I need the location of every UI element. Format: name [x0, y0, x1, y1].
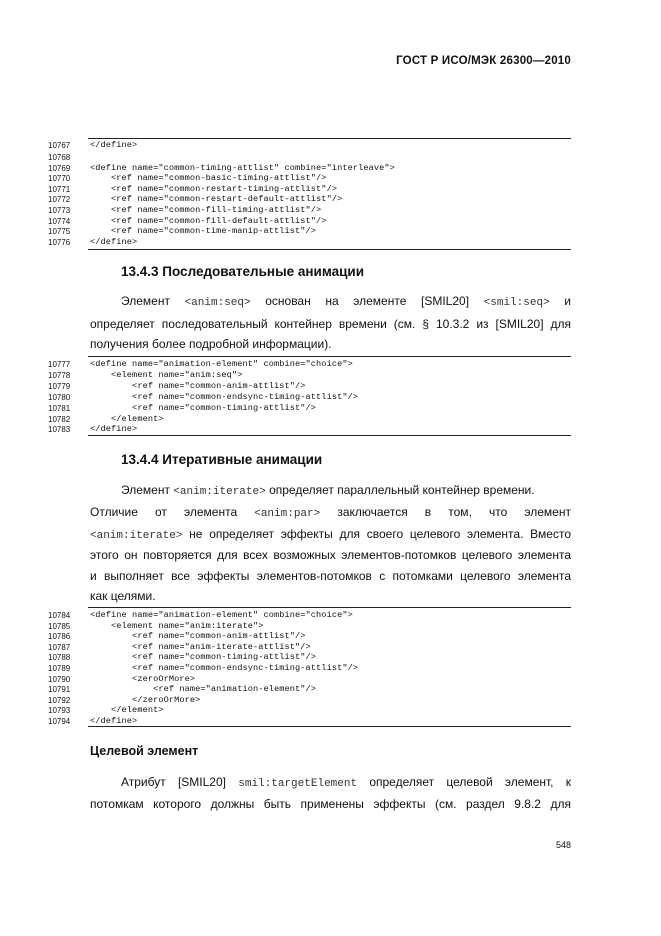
line-number: 10776 [48, 237, 71, 247]
code-text: <ref name="common-fill-default-attlist"/> [90, 215, 327, 226]
line-number: 10794 [48, 717, 71, 726]
code-text: <define name="common-timing-attlist" combine="interleave"> [90, 162, 395, 173]
code-text: <ref name="common-anim-attlist"/> [90, 380, 306, 391]
code-text: </element> [90, 705, 164, 716]
page-number: 548 [555, 840, 571, 850]
code-line [48, 237, 571, 248]
paragraph-line: <anim:iterate> не определяет эффекты для своего целевого элемента. Вместо [90, 527, 571, 542]
line-number: 10782 [48, 414, 71, 424]
section-heading-target: Целевой элемент [90, 744, 199, 758]
line-number: 10779 [48, 381, 71, 391]
code-line [48, 205, 571, 216]
line-number: 10767 [48, 141, 71, 150]
code-line [48, 381, 571, 392]
line-number: 10787 [48, 642, 71, 652]
paragraph-line: потомкам которого должны быть применены эффекты (см. раздел 9.8.2 для [90, 797, 571, 811]
code-rule-top [88, 607, 571, 608]
line-number: 10770 [48, 174, 71, 184]
code-line [48, 226, 571, 237]
code-line [48, 184, 571, 195]
paragraph-line: этого он повторяется для всех возможных элементов-потомков целевого элемента [90, 548, 571, 562]
code-text: <element name="anim:seq"> [90, 369, 243, 380]
code-line [48, 652, 571, 663]
line-number: 10774 [48, 216, 71, 226]
code-text: <ref name="common-endsync-timing-attlist"/> [90, 663, 359, 673]
line-number: 10793 [48, 706, 71, 716]
code-line [48, 705, 571, 716]
code-rule-bottom [88, 249, 571, 250]
paragraph-line: определяет последовательный контейнер времени (см. § 10.3.2 из [SMIL20] для [90, 317, 571, 331]
code-text: <ref name="anim-iterate-attlist"/> [90, 641, 311, 652]
paragraph-line: как целями. [90, 589, 156, 603]
code-text: <ref name="common-fill-timing-attlist"/> [90, 205, 322, 215]
line-number: 10788 [48, 653, 71, 663]
line-number: 10772 [48, 195, 71, 205]
code-line [48, 663, 571, 674]
paragraph-line: Отличие от элемента <anim:par> заключается в том, что элемент [90, 505, 571, 520]
line-number: 10777 [48, 360, 71, 369]
code-line [48, 674, 571, 685]
code-rule-top [88, 356, 571, 357]
code-text: </zeroOrMore> [90, 694, 201, 705]
code-text: </define> [90, 140, 138, 150]
code-text: <ref name="common-endsync-timing-attlist"/> [90, 391, 359, 402]
line-number: 10778 [48, 370, 71, 380]
code-line [48, 403, 571, 414]
document-header: ГОСТ Р ИСО/МЭК 26300—2010 [396, 55, 571, 67]
code-rule-top [88, 138, 571, 139]
code-line [48, 631, 571, 642]
section-heading-seq: 13.4.3 Последовательные анимации [121, 264, 365, 279]
code-text: <ref name="common-restart-timing-attlist"/> [90, 183, 338, 194]
code-text: <ref name="common-restart-default-attlist"/> [90, 194, 343, 205]
code-text: <ref name="animation-element"/> [90, 684, 317, 695]
line-number: 10780 [48, 392, 71, 402]
code-line [48, 392, 571, 403]
code-line [48, 684, 571, 695]
code-text: <ref name="common-timing-attlist"/> [90, 652, 317, 663]
code-line [48, 424, 571, 435]
line-number: 10791 [48, 685, 71, 695]
code-text: <ref name="common-basic-timing-attlist"/> [90, 173, 327, 184]
code-text: <zeroOrMore> [90, 673, 196, 684]
code-line [48, 140, 571, 151]
code-line [48, 642, 571, 653]
code-text: </define> [90, 424, 138, 435]
code-text: <element name="anim:iterate"> [90, 620, 264, 631]
line-number: 10771 [48, 184, 71, 194]
code-text: <ref name="common-timing-attlist"/> [90, 402, 317, 413]
section-heading-iterate: 13.4.4 Итеративные анимации [121, 452, 323, 467]
code-line [48, 414, 571, 425]
code-line [48, 216, 571, 227]
line-number: 10785 [48, 621, 71, 631]
line-number: 10784 [48, 611, 71, 620]
line-number: 10775 [48, 227, 71, 237]
paragraph-line: Элемент <anim:iterate> определяет параллельный контейнер времени. [121, 483, 535, 498]
code-text: <ref name="common-time-manip-attlist"/> [90, 226, 317, 237]
code-text: </define> [90, 716, 138, 726]
line-number: 10773 [48, 206, 71, 215]
code-line [48, 194, 571, 205]
code-text: <ref name="common-anim-attlist"/> [90, 631, 306, 642]
line-number: 10768 [48, 153, 71, 162]
paragraph-line: и выполняет все эффекты элементов-потомков с потомками целевого элемента [90, 569, 571, 583]
line-number: 10786 [48, 632, 71, 642]
code-text: </element> [90, 413, 164, 424]
paragraph-line: Атрибут [SMIL20] smil:targetElement определяет целевой элемент, к [121, 775, 572, 790]
paragraph-line: получения более подробной информации). [90, 337, 332, 351]
line-number: 10769 [48, 163, 71, 173]
code-line [48, 695, 571, 706]
code-text: </define> [90, 236, 138, 247]
paragraph-line: Элемент <anim:seq> основан на элементе [SMIL20] <smil:seq> и [121, 294, 571, 309]
code-line [48, 359, 571, 370]
code-line [48, 370, 571, 381]
code-line [48, 610, 571, 621]
code-text: <define name="animation-element" combine="choice"> [90, 359, 353, 369]
line-number: 10789 [48, 664, 71, 673]
line-number: 10783 [48, 425, 71, 435]
line-number: 10781 [48, 403, 71, 413]
code-line [48, 716, 571, 727]
code-line [48, 152, 571, 163]
code-line [48, 163, 571, 174]
line-number: 10792 [48, 695, 71, 705]
line-number: 10790 [48, 674, 71, 684]
code-line [48, 621, 571, 632]
code-line [48, 173, 571, 184]
code-text: <define name="animation-element" combine="choice"> [90, 610, 353, 620]
